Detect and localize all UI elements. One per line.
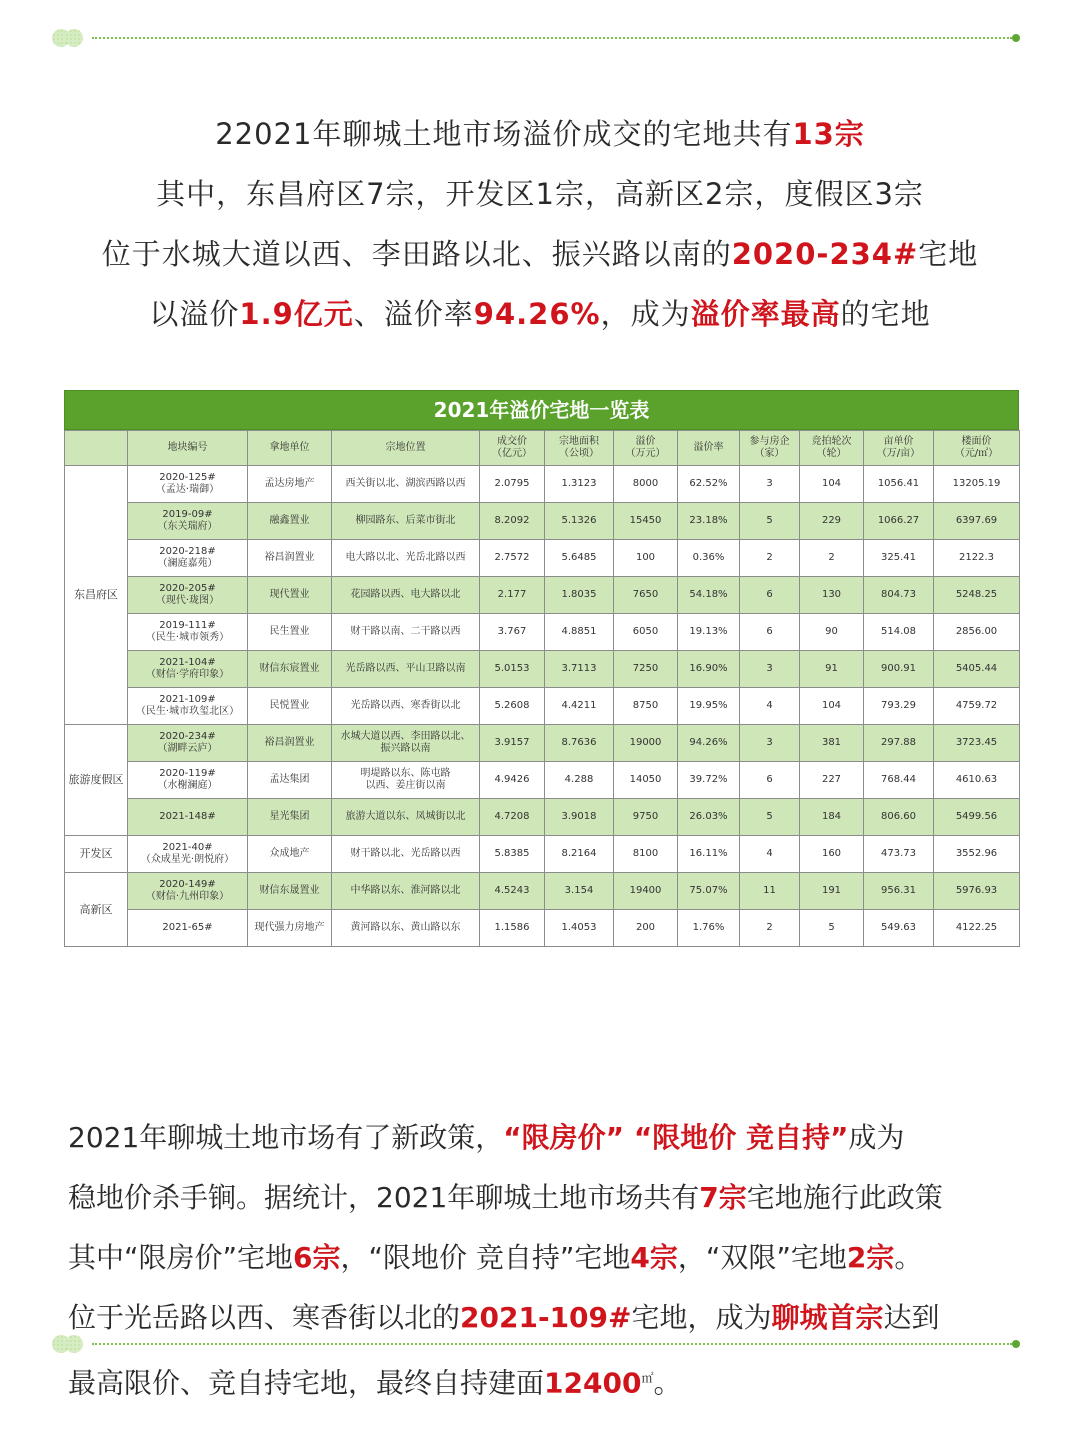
land-table [64, 430, 1020, 947]
cell-plot-id: 2021-104# （财信·学府印象） [128, 651, 248, 688]
cell-area: 3.154 [545, 873, 614, 910]
cell-floor-price: 6397.69 [934, 503, 1020, 540]
cell-premium-rate: 1.76% [678, 910, 740, 947]
district-cell: 高新区 [65, 873, 128, 947]
cell-buyer: 现代置业 [248, 577, 332, 614]
table-row [65, 614, 1020, 651]
cell-premium-rate: 39.72% [678, 762, 740, 799]
cell-location: 水城大道以西、李田路以北、 振兴路以南 [332, 725, 480, 762]
cell-deal-price: 4.5243 [480, 873, 545, 910]
cell-location: 中华路以东、淮河路以北 [332, 873, 480, 910]
cell-premium-rate: 54.18% [678, 577, 740, 614]
cell-mu-price: 473.73 [864, 836, 934, 873]
cell-floor-price: 3723.45 [934, 725, 1020, 762]
cell-premium-rate: 75.07% [678, 873, 740, 910]
cell-area: 3.9018 [545, 799, 614, 836]
cell-area: 4.8851 [545, 614, 614, 651]
cell-mu-price: 806.60 [864, 799, 934, 836]
cell-buyer: 民悦置业 [248, 688, 332, 725]
table-title: 2021年溢价宅地一览表 [64, 390, 1019, 430]
cell-mu-price: 956.31 [864, 873, 934, 910]
cell-deal-price: 3.767 [480, 614, 545, 651]
policy-paragraph [68, 1108, 1028, 1413]
policy-line-4: 位于光岳路以西、寒香街以北的2021-109#宅地，成为聊城首宗达到 [68, 1301, 940, 1334]
cell-floor-price: 4610.63 [934, 762, 1020, 799]
cell-rounds: 5 [800, 910, 864, 947]
cell-bidders: 6 [740, 614, 800, 651]
district-cell: 东昌府区 [65, 466, 128, 725]
cell-buyer: 众成地产 [248, 836, 332, 873]
table-row [65, 688, 1020, 725]
dots-ornament [52, 26, 86, 50]
cell-rounds: 381 [800, 725, 864, 762]
cell-buyer: 孟达房地产 [248, 466, 332, 503]
cell-deal-price: 5.8385 [480, 836, 545, 873]
cell-premium: 7250 [614, 651, 678, 688]
table-row [65, 540, 1020, 577]
table-row [65, 873, 1020, 910]
cell-premium: 19400 [614, 873, 678, 910]
cell-bidders: 3 [740, 725, 800, 762]
cell-plot-id: 2019-111# （民生·城市领秀） [128, 614, 248, 651]
cell-deal-price: 2.0795 [480, 466, 545, 503]
cell-buyer: 财信东宸置业 [248, 651, 332, 688]
cell-rounds: 2 [800, 540, 864, 577]
cell-location: 财干路以北、光岳路以西 [332, 836, 480, 873]
table-row [65, 725, 1020, 762]
intro-line-4: 以溢价1.9亿元、溢价率94.26%，成为溢价率最高的宅地 [149, 297, 931, 331]
header-rounds: 竞拍轮次 （轮） [800, 431, 864, 466]
cell-rounds: 104 [800, 688, 864, 725]
cell-area: 1.8035 [545, 577, 614, 614]
cell-floor-price: 5976.93 [934, 873, 1020, 910]
cell-premium-rate: 23.18% [678, 503, 740, 540]
cell-area: 4.288 [545, 762, 614, 799]
policy-line-1: 2021年聊城土地市场有了新政策，“限房价” “限地价 竞自持”成为 [68, 1121, 905, 1154]
cell-premium-rate: 19.95% [678, 688, 740, 725]
cell-floor-price: 5499.56 [934, 799, 1020, 836]
cell-deal-price: 5.2608 [480, 688, 545, 725]
cell-plot-id: 2020-234# （湖畔云庐） [128, 725, 248, 762]
cell-premium: 8000 [614, 466, 678, 503]
cell-mu-price: 768.44 [864, 762, 934, 799]
policy-line-5: 最高限价、竞自持宅地，最终自持建面12400㎡。 [68, 1366, 682, 1400]
cell-rounds: 191 [800, 873, 864, 910]
cell-area: 3.7113 [545, 651, 614, 688]
cell-premium: 14050 [614, 762, 678, 799]
header-area: 宗地面积 （公顷） [545, 431, 614, 466]
cell-mu-price: 1066.27 [864, 503, 934, 540]
cell-buyer: 裕昌润置业 [248, 725, 332, 762]
cell-buyer: 孟达集团 [248, 762, 332, 799]
cell-area: 8.2164 [545, 836, 614, 873]
cell-premium-rate: 19.13% [678, 614, 740, 651]
cell-location: 西关街以北、湖滨西路以西 [332, 466, 480, 503]
cell-area: 1.4053 [545, 910, 614, 947]
cell-location: 花园路以西、电大路以北 [332, 577, 480, 614]
table-row [65, 503, 1020, 540]
header-floor-price: 楼面价 （元/㎡） [934, 431, 1020, 466]
cell-plot-id: 2021-65# [128, 910, 248, 947]
cell-area: 1.3123 [545, 466, 614, 503]
cell-premium: 100 [614, 540, 678, 577]
table-row [65, 910, 1020, 947]
table-body [65, 466, 1020, 947]
header-deal-price: 成交价 （亿元） [480, 431, 545, 466]
header-premium-rate: 溢价率 [678, 431, 740, 466]
cell-plot-id: 2020-119# （水榭澜庭） [128, 762, 248, 799]
cell-bidders: 4 [740, 688, 800, 725]
cell-bidders: 5 [740, 799, 800, 836]
cell-bidders: 11 [740, 873, 800, 910]
cell-floor-price: 4122.25 [934, 910, 1020, 947]
cell-premium: 15450 [614, 503, 678, 540]
cell-area: 4.4211 [545, 688, 614, 725]
cell-rounds: 104 [800, 466, 864, 503]
dotted-line [92, 37, 1012, 39]
cell-plot-id: 2020-149# （财信·九州印象） [128, 873, 248, 910]
cell-buyer: 财信东晟置业 [248, 873, 332, 910]
table-header-row [65, 431, 1020, 466]
cell-premium: 6050 [614, 614, 678, 651]
policy-line-2: 稳地价杀手锏。据统计，2021年聊城土地市场共有7宗宅地施行此政策 [68, 1181, 943, 1214]
header-buyer: 拿地单位 [248, 431, 332, 466]
intro-summary [0, 104, 1080, 344]
cell-buyer: 融鑫置业 [248, 503, 332, 540]
cell-deal-price: 2.7572 [480, 540, 545, 577]
cell-plot-id: 2019-09# （东关瑞府） [128, 503, 248, 540]
premium-land-table [64, 390, 1019, 947]
cell-plot-id: 2020-125# （孟达·瑞御） [128, 466, 248, 503]
cell-floor-price: 5405.44 [934, 651, 1020, 688]
district-cell: 开发区 [65, 836, 128, 873]
cell-plot-id: 2021-109# （民生·城市玖玺北区） [128, 688, 248, 725]
cell-bidders: 4 [740, 836, 800, 873]
cell-deal-price: 4.9426 [480, 762, 545, 799]
cell-premium-rate: 16.11% [678, 836, 740, 873]
table-row [65, 762, 1020, 799]
header-bidders: 参与房企 （家） [740, 431, 800, 466]
table-row [65, 577, 1020, 614]
cell-rounds: 90 [800, 614, 864, 651]
cell-deal-price: 3.9157 [480, 725, 545, 762]
cell-buyer: 现代强力房地产 [248, 910, 332, 947]
header-district-col [65, 431, 128, 466]
cell-location: 电大路以北、光岳北路以西 [332, 540, 480, 577]
cell-mu-price: 900.91 [864, 651, 934, 688]
cell-bidders: 2 [740, 540, 800, 577]
cell-plot-id: 2021-40# （众成星光·朗悦府） [128, 836, 248, 873]
cell-floor-price: 5248.25 [934, 577, 1020, 614]
district-cell: 旅游度假区 [65, 725, 128, 836]
table-row [65, 651, 1020, 688]
cell-floor-price: 2122.3 [934, 540, 1020, 577]
cell-location: 财干路以南、二干路以西 [332, 614, 480, 651]
cell-location: 柳园路东、后菜市街北 [332, 503, 480, 540]
divider-end-dot [1012, 34, 1020, 42]
cell-deal-price: 5.0153 [480, 651, 545, 688]
cell-premium: 19000 [614, 725, 678, 762]
cell-rounds: 91 [800, 651, 864, 688]
policy-line-3: 其中“限房价”宅地6宗，“限地价 竞自持”宅地4宗，“双限”宅地2宗。 [68, 1241, 923, 1274]
cell-bidders: 5 [740, 503, 800, 540]
cell-premium-rate: 26.03% [678, 799, 740, 836]
cell-mu-price: 1056.41 [864, 466, 934, 503]
cell-deal-price: 8.2092 [480, 503, 545, 540]
cell-premium-rate: 94.26% [678, 725, 740, 762]
cell-bidders: 6 [740, 577, 800, 614]
intro-line-3: 位于水城大道以西、李田路以北、振兴路以南的2020-234#宅地 [101, 237, 979, 271]
table-row [65, 836, 1020, 873]
cell-bidders: 6 [740, 762, 800, 799]
cell-deal-price: 1.1586 [480, 910, 545, 947]
cell-location: 光岳路以西、平山卫路以南 [332, 651, 480, 688]
cell-location: 明堤路以东、陈屯路 以西、姜庄街以南 [332, 762, 480, 799]
cell-mu-price: 514.08 [864, 614, 934, 651]
cell-mu-price: 297.88 [864, 725, 934, 762]
cell-floor-price: 4759.72 [934, 688, 1020, 725]
cell-mu-price: 549.63 [864, 910, 934, 947]
cell-plot-id: 2020-205# （现代·珑图） [128, 577, 248, 614]
cell-location: 旅游大道以东、凤城街以北 [332, 799, 480, 836]
cell-rounds: 229 [800, 503, 864, 540]
cell-premium: 8100 [614, 836, 678, 873]
header-mu-price: 亩单价 （万/亩） [864, 431, 934, 466]
cell-buyer: 星光集团 [248, 799, 332, 836]
cell-rounds: 130 [800, 577, 864, 614]
cell-rounds: 227 [800, 762, 864, 799]
cell-premium: 200 [614, 910, 678, 947]
cell-floor-price: 2856.00 [934, 614, 1020, 651]
cell-premium: 9750 [614, 799, 678, 836]
cell-plot-id: 2021-148# [128, 799, 248, 836]
cell-bidders: 3 [740, 466, 800, 503]
cell-premium: 7650 [614, 577, 678, 614]
cell-buyer: 裕昌润置业 [248, 540, 332, 577]
cell-floor-price: 3552.96 [934, 836, 1020, 873]
cell-location: 光岳路以西、寒香街以北 [332, 688, 480, 725]
cell-mu-price: 325.41 [864, 540, 934, 577]
intro-line-1: 22021年聊城土地市场溢价成交的宅地共有13宗 [215, 117, 865, 151]
cell-floor-price: 13205.19 [934, 466, 1020, 503]
cell-location: 黄河路以东、黄山路以东 [332, 910, 480, 947]
table-row [65, 466, 1020, 503]
cell-premium-rate: 16.90% [678, 651, 740, 688]
table-row [65, 799, 1020, 836]
cell-plot-id: 2020-218# （澜庭嘉苑） [128, 540, 248, 577]
cell-premium-rate: 0.36% [678, 540, 740, 577]
cell-mu-price: 793.29 [864, 688, 934, 725]
cell-bidders: 2 [740, 910, 800, 947]
cell-bidders: 3 [740, 651, 800, 688]
cell-mu-price: 804.73 [864, 577, 934, 614]
header-location: 宗地位置 [332, 431, 480, 466]
cell-area: 5.1326 [545, 503, 614, 540]
intro-line-2: 其中，东昌府区7宗，开发区1宗，高新区2宗，度假区3宗 [156, 177, 924, 211]
cell-area: 8.7636 [545, 725, 614, 762]
header-plot-id: 地块编号 [128, 431, 248, 466]
cell-deal-price: 2.177 [480, 577, 545, 614]
cell-rounds: 160 [800, 836, 864, 873]
cell-buyer: 民生置业 [248, 614, 332, 651]
cell-rounds: 184 [800, 799, 864, 836]
section-divider-top [52, 26, 1020, 50]
header-premium: 溢价 （万元） [614, 431, 678, 466]
cell-premium: 8750 [614, 688, 678, 725]
cell-deal-price: 4.7208 [480, 799, 545, 836]
cell-area: 5.6485 [545, 540, 614, 577]
cell-premium-rate: 62.52% [678, 466, 740, 503]
